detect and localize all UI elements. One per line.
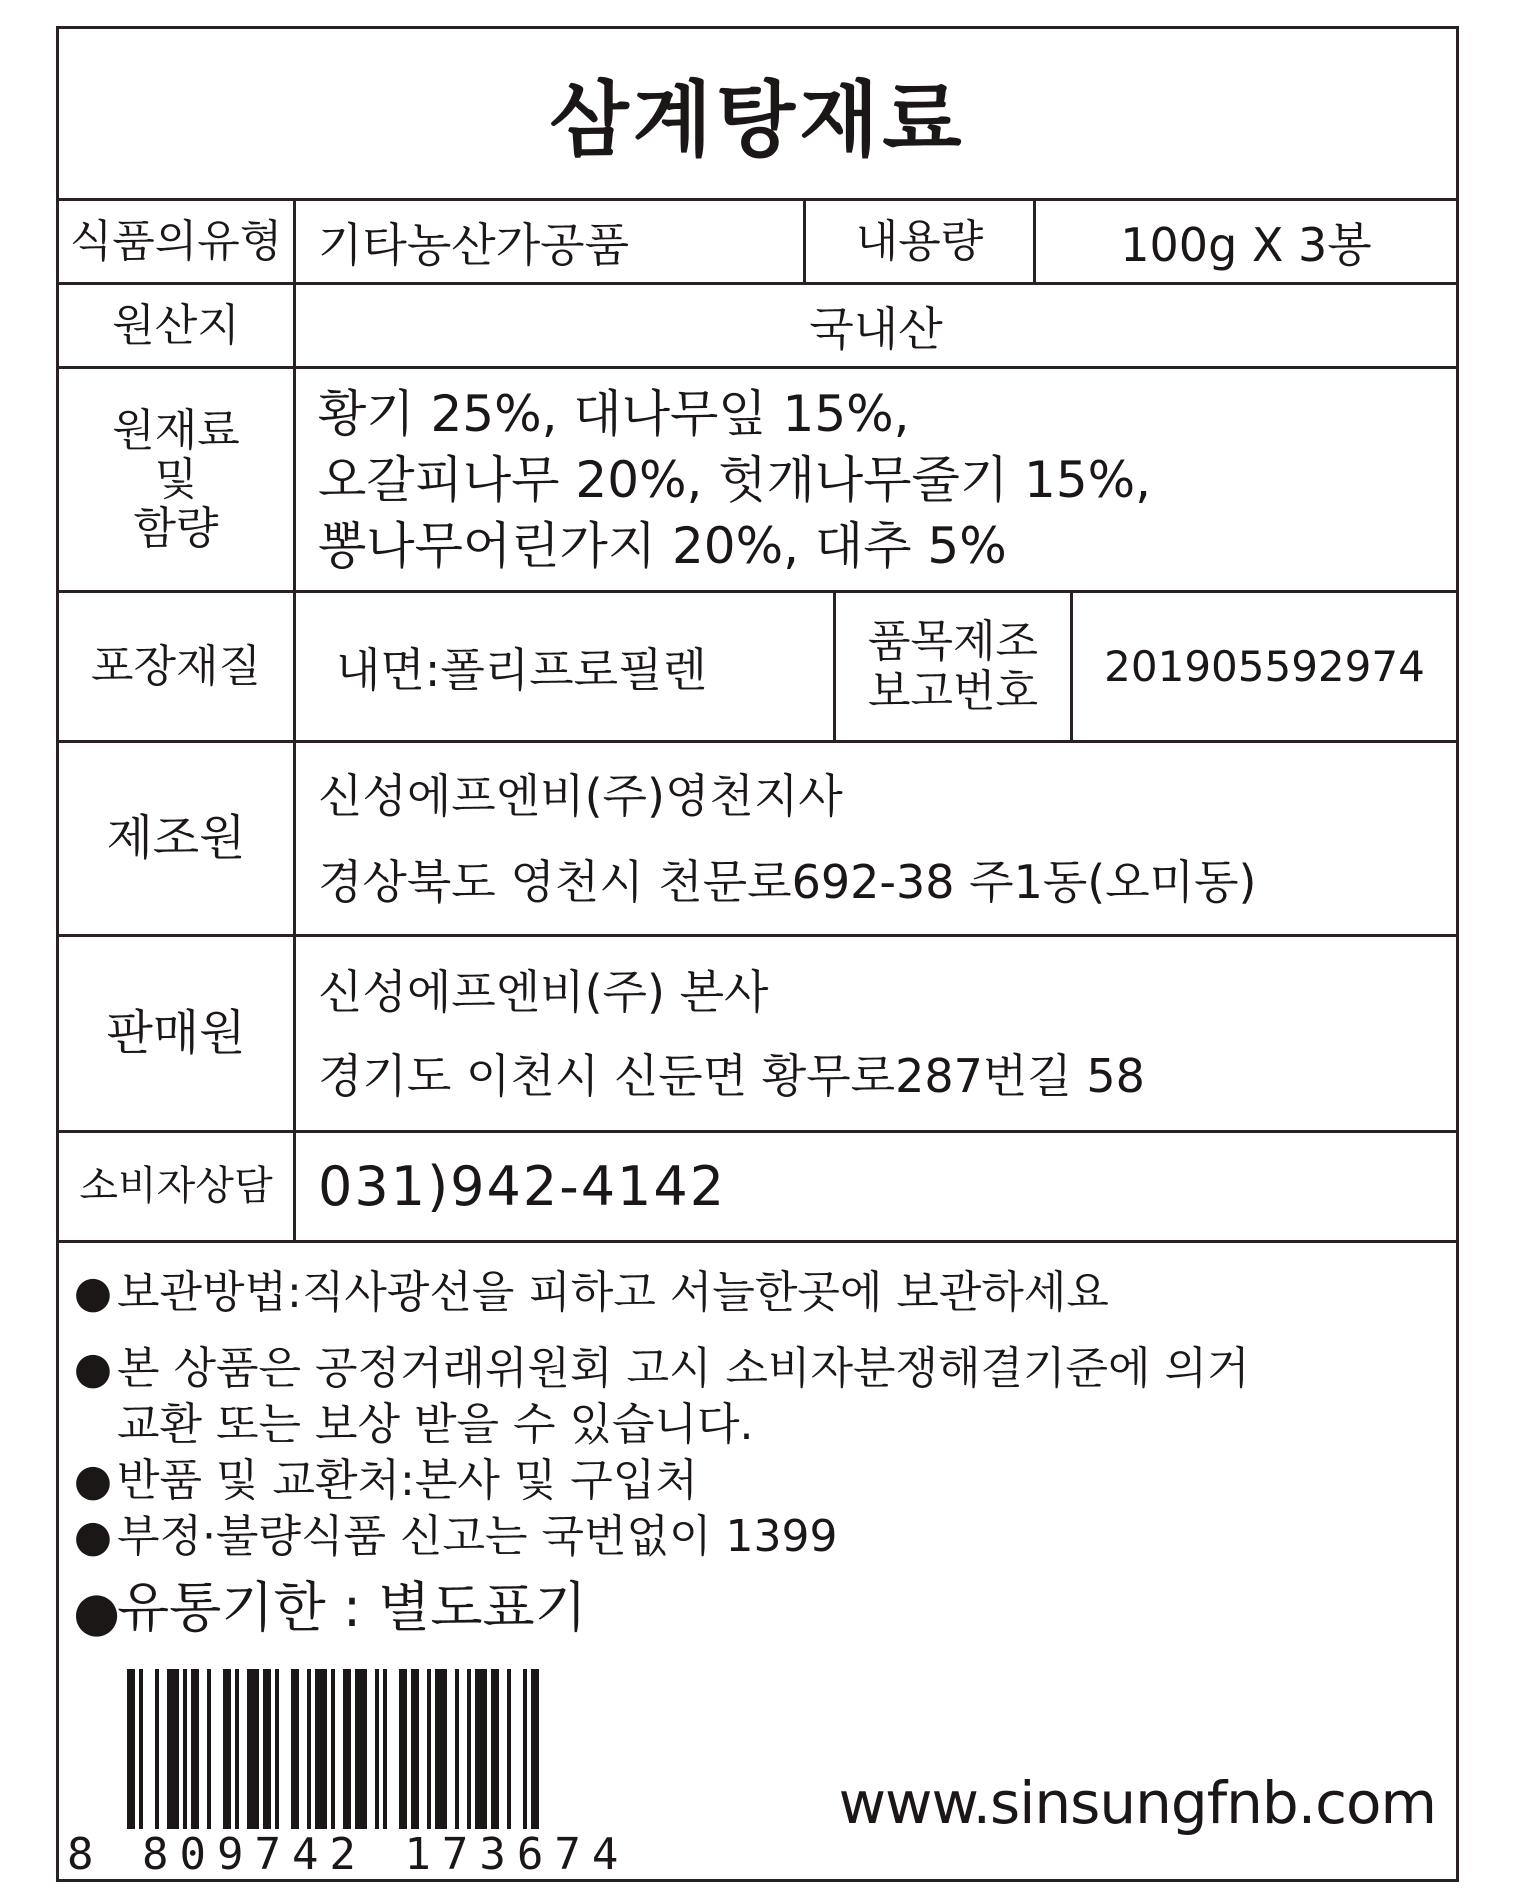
food-type-header: 식품의유형 [59,201,296,285]
barcode-bar [291,1669,299,1829]
barcode-bar [467,1669,471,1829]
report-number-header-line: 보고번호 [867,665,1038,717]
expiry-text: 유통기한 : 별도표기 [117,1576,587,1639]
barcode [125,1669,855,1829]
barcode-bar [531,1669,539,1829]
bullet-icon: ● [73,1455,113,1506]
barcode-bar [375,1669,379,1829]
barcode-bar [191,1669,199,1829]
barcode-bar [523,1669,527,1829]
barcode-bar [383,1669,387,1829]
ingredients-header-line: 원재료 [112,404,240,456]
packaging-value: 내면:폴리프로필렌 [296,593,836,743]
barcode-bar [307,1669,311,1829]
seller-name: 신성에프엔비(주) 본사 [318,964,769,1019]
barcode-icon [125,1669,855,1829]
ingredients-header-line: 및 [154,453,198,505]
manufacturer-name: 신성에프엔비(주)영천지사 [318,768,843,823]
content-amount-header: 내용량 [806,201,1036,285]
returns-note [73,1453,1443,1509]
barcode-bar [455,1669,459,1829]
barcode-number: 8 809742 173674 [67,1829,630,1880]
product-label [56,26,1459,1882]
report-note [73,1509,1443,1565]
barcode-bar [343,1669,351,1829]
barcode-bar [247,1669,259,1829]
storage-note [73,1265,1443,1321]
barcode-bar [139,1669,143,1829]
bullet-icon: ● [73,1343,113,1394]
barcode-bar [331,1669,335,1829]
barcode-bar [399,1669,407,1829]
product-title: 삼계탕재료 [59,29,1456,201]
barcode-bar [235,1669,239,1829]
barcode-bar [263,1669,271,1829]
origin-header: 원산지 [59,285,296,369]
bullet-icon: ● [73,1580,121,1643]
ingredient-line: 오갈피나무 20%, 헛개나무줄기 15%, [318,450,1152,509]
barcode-bar [355,1669,367,1829]
barcode-bar [507,1669,511,1829]
report-text: 부정·불량식품 신고는 국번없이 1399 [117,1511,838,1562]
guarantee-text: 교환 또는 보상 받을 수 있습니다. [117,1399,754,1450]
barcode-bar [223,1669,231,1829]
barcode-bar [475,1669,487,1829]
barcode-bar [127,1669,135,1829]
barcode-bar [167,1669,179,1829]
ingredient-line: 황기 25%, 대나무잎 15%, [318,384,910,443]
report-number-value: 201905592974 [1073,593,1456,743]
manufacturer-address: 경상북도 영천시 천문로692-38 주1동(오미동) [318,854,1257,909]
ingredient-line: 뽕나무어린가지 20%, 대추 5% [318,516,1007,575]
bullet-icon: ● [73,1267,113,1318]
notes-section [73,1265,1443,1643]
returns-text: 반품 및 교환처:본사 및 구입처 [117,1455,698,1506]
website-url: www.sinsungfnb.com [838,1769,1436,1837]
report-number-header [836,593,1073,743]
origin-value: 국내산 [296,285,1456,369]
barcode-bar [275,1669,279,1829]
guarantee-note [73,1341,1443,1453]
barcode-bar [411,1669,419,1829]
barcode-bar [435,1669,447,1829]
consumer-header: 소비자상담 [59,1133,296,1243]
seller-header: 판매원 [59,937,296,1133]
seller-address: 경기도 이천시 신둔면 황무로287번길 58 [318,1048,1145,1103]
consumer-phone: 031)942-4142 [296,1133,1456,1243]
content-amount-value: 100g X 3봉 [1036,201,1456,285]
storage-text: 보관방법:직사광선을 피하고 서늘한곳에 보관하세요 [117,1267,1109,1318]
ingredients-header [59,369,296,593]
guarantee-text: 본 상품은 공정거래위원회 고시 소비자분쟁해결기준에 의거 [117,1343,1250,1394]
packaging-header: 포장재질 [59,593,296,743]
barcode-bar [155,1669,159,1829]
barcode-bar [183,1669,187,1829]
barcode-bar [315,1669,327,1829]
report-number-header-line: 품목제조 [867,616,1038,668]
barcode-bar [207,1669,211,1829]
manufacturer-value [296,743,1456,937]
ingredients-header-line: 함량 [133,503,219,555]
manufacturer-header: 제조원 [59,743,296,937]
barcode-bar [427,1669,431,1829]
expiry-note [73,1573,1443,1643]
barcode-bar [491,1669,499,1829]
ingredients-value [296,369,1456,593]
seller-value [296,937,1456,1133]
food-type-value: 기타농산가공품 [296,201,806,285]
bullet-icon: ● [73,1511,113,1562]
